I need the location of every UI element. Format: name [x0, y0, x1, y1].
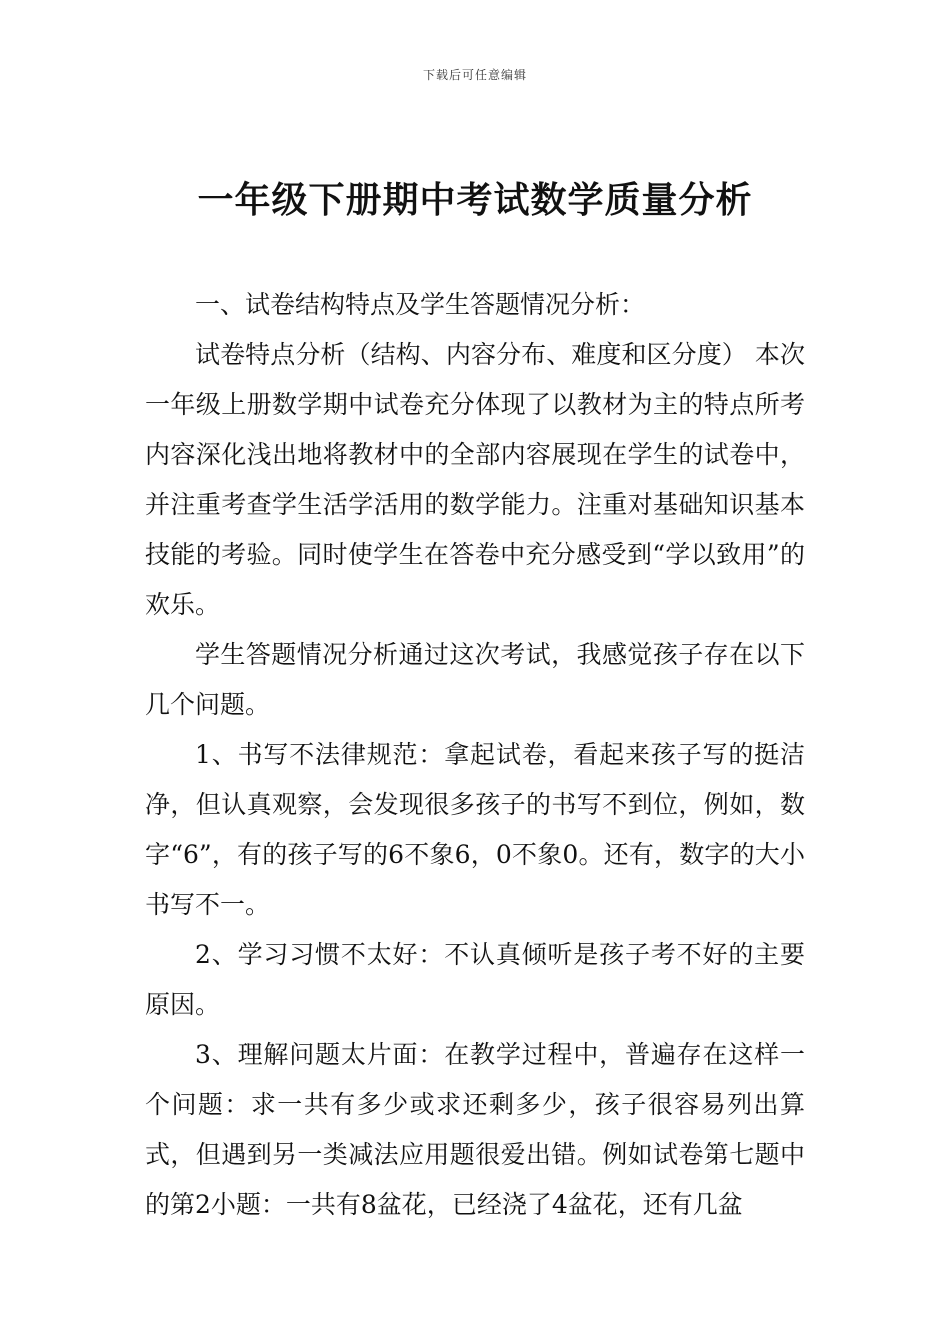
document-title: 一年级下册期中考试数学质量分析: [197, 179, 753, 221]
paragraph: 学生答题情况分析通过这次考试，我感觉孩子存在以下几个问题。: [145, 640, 805, 719]
paragraph: 2、学习习惯不太好：不认真倾听是孩子考不好的主要原因。: [145, 940, 805, 1019]
section-heading: 一、试卷结构特点及学生答题情况分析：: [195, 290, 646, 319]
paragraph: 3、理解问题太片面：在教学过程中，普遍存在这样一个问题：求一共有多少或求还剩多少，孩子很容易列出算式，但遇到另一类减法应用题很爱出错。例如试卷第七题中的第2小题：一共有8盆花，已经浇了4盆花，还有几盆: [145, 1040, 805, 1219]
paragraph: 试卷特点分析（结构、内容分布、难度和区分度） 本次一年级上册数学期中试卷充分体现了以教材为主的特点所考内容深化浅出地将教材中的全部内容展现在学生的试卷中，并注重考查学生活学活用的数学能力。注重对基础知识基本技能的考验。同时使学生在答卷中充分感受到“学以致用”的欢乐。: [145, 340, 805, 619]
header-note: 下载后可任意编辑: [422, 68, 527, 82]
paragraph: 1、书写不法律规范：拿起试卷，看起来孩子写的挺洁净，但认真观察，会发现很多孩子的书写不到位，例如，数字“6”，有的孩子写的6不象6，0不象0。还有，数字的大小书写不一。: [145, 740, 805, 919]
document-body: [145, 280, 805, 1230]
